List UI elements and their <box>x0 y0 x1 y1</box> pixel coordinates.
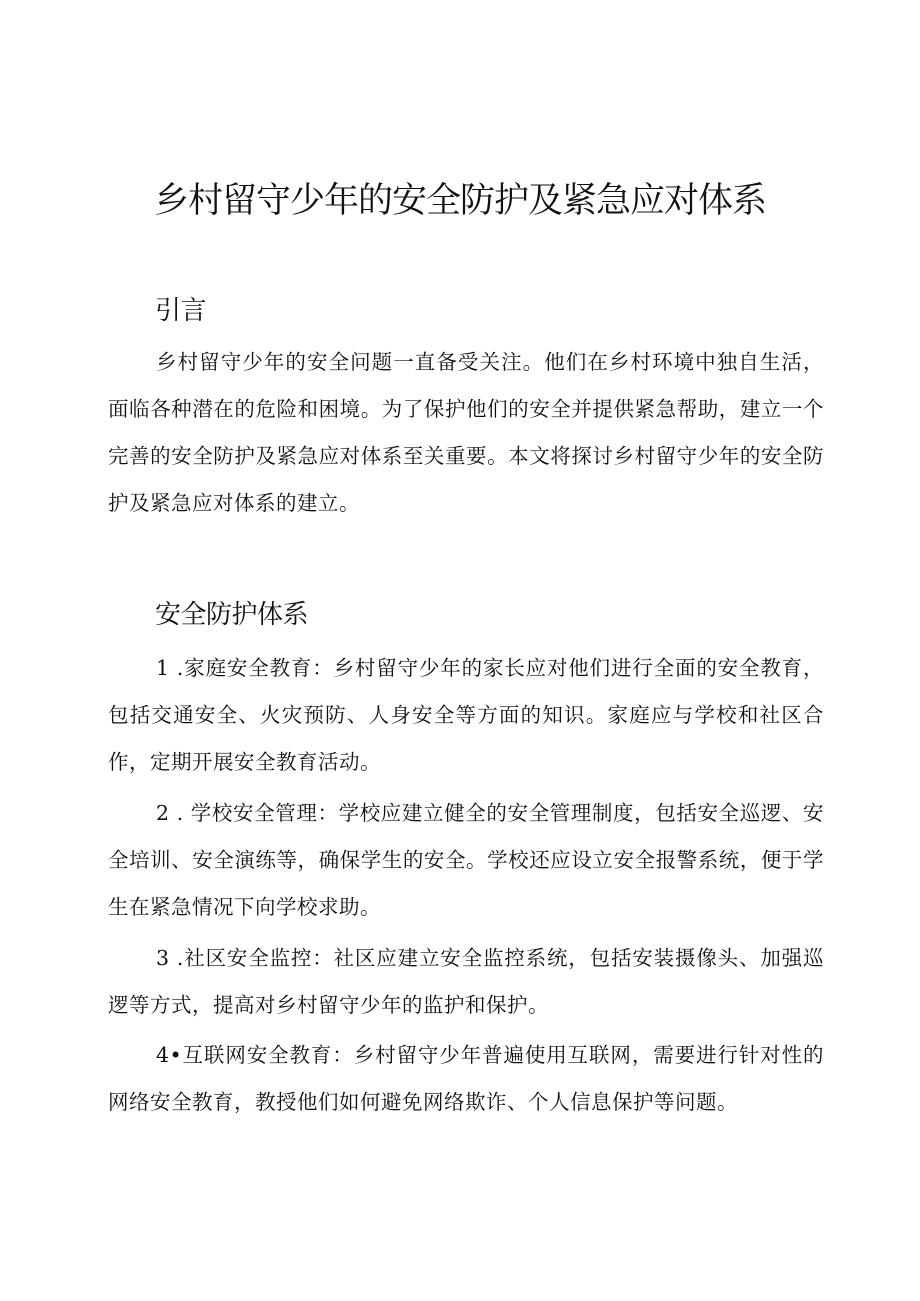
list-item: 4•互联网安全教育：乡村留守少年普遍使用互联网，需要进行针对性的网络安全教育，教授他们如何避免网络欺诈、个人信息保护等问题。 <box>108 1043 824 1114</box>
list-item: 1 .家庭安全教育：乡村留守少年的家长应对他们进行全面的安全教育，包括交通安全、火灾预防、人身安全等方面的知识。家庭应与学校和社区合作，定期开展安全教育活动。 <box>108 656 824 774</box>
list-item: 2 . 学校安全管理：学校应建立健全的安全管理制度，包括安全巡逻、安全培训、安全演练等，确保学生的安全。学校还应设立安全报警系统，便于学生在紧急情况下向学校求助。 <box>108 801 824 919</box>
document-title: 乡村留守少年的安全防护及紧急应对体系 <box>153 181 766 221</box>
intro-paragraph: 乡村留守少年的安全问题一直备受关注。他们在乡村环境中独自生活，面临各种潜在的危险和困境。为了保护他们的安全并提供紧急帮助，建立一个完善的安全防护及紧急应对体系至关重要。本文将探讨乡村留守少年的安全防护及紧急应对体系的建立。 <box>108 350 824 515</box>
section-heading-safety-system: 安全防护体系 <box>155 600 309 630</box>
list-item: 3 .社区安全监控：社区应建立安全监控系统，包括安装摄像头、加强巡逻等方式，提高对乡村留守少年的监护和保护。 <box>108 946 824 1017</box>
section-heading-intro: 引言 <box>155 296 207 326</box>
